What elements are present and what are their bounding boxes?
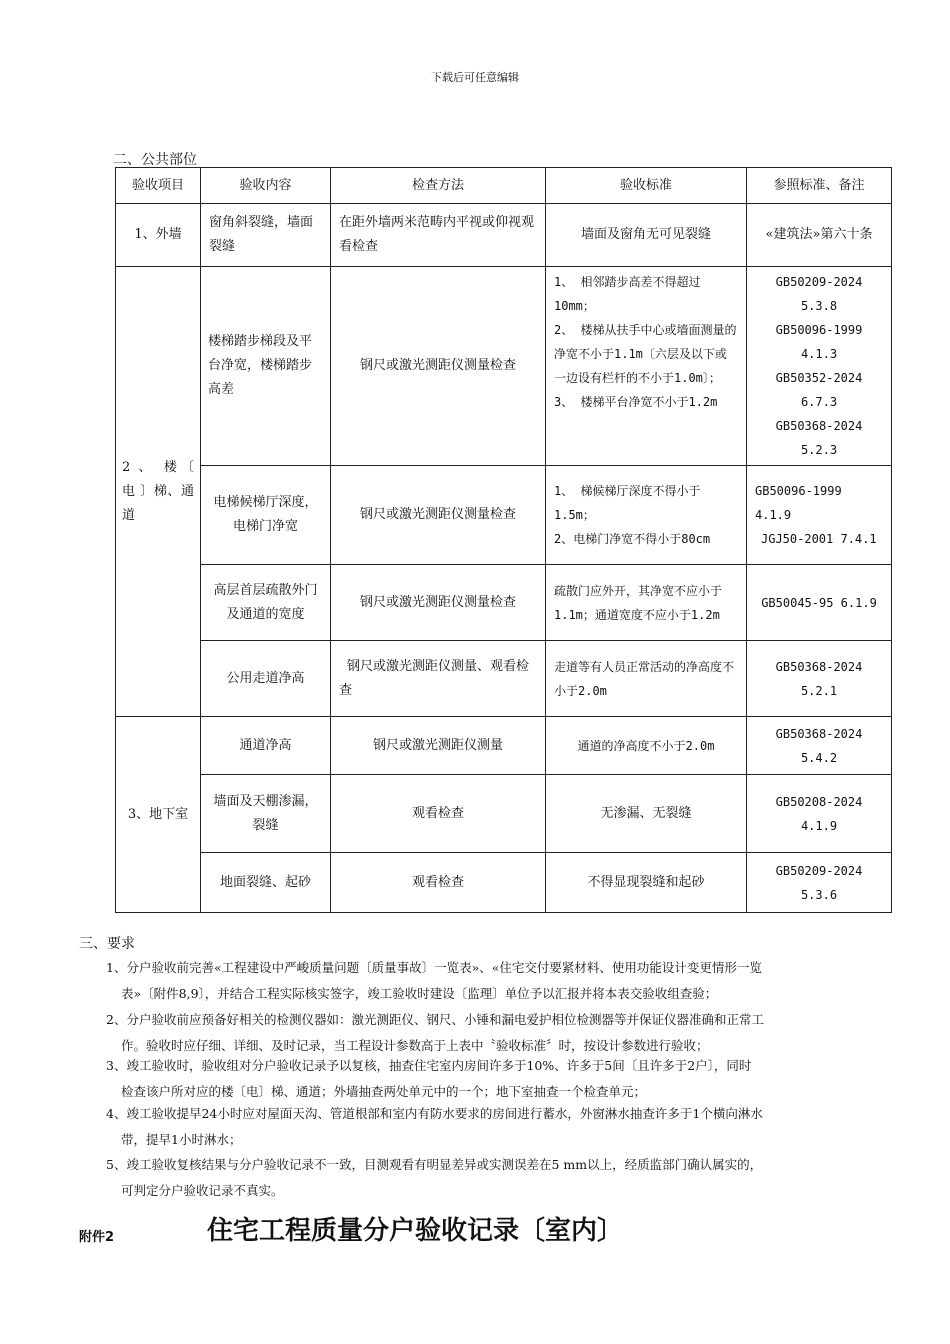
standard-line: 1、 梯候梯厅深度不得小于1.5m； [554,484,701,522]
reference-line: GB50352-2024 [775,371,863,385]
table-row [116,204,892,267]
reference-line: 4.1.9 [755,508,792,522]
method-line: 查 [339,682,353,698]
attachment-title: 住宅工程质量分户验收记录〔室内〕 [207,1216,624,1246]
header-cell: 参照标准、备注 [747,168,892,204]
method-cell: 观看检查 [331,853,546,913]
requirement-item [106,1101,870,1153]
requirement-item [106,1053,870,1105]
reference-line: GB50368-2024 [775,659,863,674]
item-cell: 1、外墙 [116,204,201,267]
item-cell [116,267,201,717]
inspection-table [115,167,892,913]
standard-cell: 通道的净高度不小于2.0m [546,717,747,775]
reference-cell [747,717,892,775]
standard-line: 3、 楼梯平台净宽不小于1.2m [554,395,718,409]
reference-line: 5.2.3 [800,443,838,457]
method-cell: 钢尺或激光测距仪测量检查 [331,267,546,466]
table-row [116,565,892,641]
reference-line: 4.1.9 [800,818,838,833]
reference-cell [747,775,892,853]
table-row [116,717,892,775]
header-cell: 验收项目 [116,168,201,204]
content-cell: 高层首层疏散外门及通道的宽度 [201,565,331,641]
reference-line: GB50368-2024 [775,726,863,741]
requirement-line: 可判定分户验收记录不真实。 [121,1183,284,1198]
method-cell: 在距外墙两米范畴内平视或仰视观看检查 [331,204,546,267]
table-row [116,466,892,565]
content-cell: 窗角斜裂缝，墙面裂缝 [201,204,331,267]
content-cell [201,775,331,853]
header-note: 下载后可任意编辑 [431,71,519,84]
standard-cell: 不得显现裂缝和起砂 [546,853,747,913]
standard-line: 2、电梯门净宽不得小于80cm [554,532,711,546]
table-header-row [116,168,892,204]
method-cell [331,641,546,717]
reference-cell: «建筑法»第六十条 [747,204,892,267]
method-cell: 观看检查 [331,775,546,853]
item-cell: 3、地下室 [116,717,201,913]
reference-line: GB50208-2024 [775,794,863,809]
table-row [116,641,892,717]
requirement-line: 3、竣工验收时，验收组对分户验收记录予以复核，抽查住宅室内房间许多于10%、许多于5间〔且许多于2户〕，同时 [106,1058,752,1073]
standard-cell [546,267,747,466]
header-cell: 验收内容 [201,168,331,204]
standard-cell: 墙面及窗角无可见裂缝 [546,204,747,267]
reference-line: 5.2.1 [800,683,838,698]
standard-cell: 疏散门应外开，其净宽不应小于1.1m；通道宽度不应小于1.2m [546,565,747,641]
requirement-line: 作。验收时应仔细、详细、及时记录，当工程设计参数高于上表中〝验收标准〞时，按设计参数进行验收； [121,1038,709,1053]
reference-cell [747,267,892,466]
requirement-line: 2、分户验收前应预备好相关的检测仪器如：激光测距仪、钢尺、小锤和漏电爱护相位检测器等并保证仪器准确和正常工 [106,1012,764,1027]
requirement-item [106,1152,870,1204]
requirement-line: 4、竣工验收提早24小时应对屋面天沟、管道根部和室内有防水要求的房间进行蓄水，外窗淋水抽查许多于1个横向淋水 [106,1106,763,1121]
reference-line: GB50096-1999 [755,484,842,498]
method-cell: 钢尺或激光测距仪测量检查 [331,466,546,565]
content-cell: 楼梯踏步梯段及平台净宽，楼梯踏步高差 [201,267,331,466]
standard-cell [546,466,747,565]
reference-line: 5.3.6 [800,887,838,902]
standard-cell: 走道等有人员正常活动的净高度不小于2.0m [546,641,747,717]
reference-line: 5.3.8 [800,299,838,313]
requirement-line: 带，提早1小时淋水； [121,1132,242,1147]
reference-cell [747,641,892,717]
section-title-requirements: 三、要求 [79,936,135,952]
table-row [116,853,892,913]
requirement-item [106,1007,870,1059]
requirement-line: 检查该户所对应的楼〔电〕梯、通道；外墙抽查两处单元中的一个；地下室抽查一个检查单元； [121,1084,647,1099]
standard-cell: 无渗漏、无裂缝 [546,775,747,853]
reference-line: GB50209-2024 [775,275,863,289]
standard-line: 1、 相邻踏步高差不得超过10mm； [554,275,701,313]
reference-line: GB50209-2024 [775,863,863,878]
content-cell: 地面裂缝、起砂 [201,853,331,913]
reference-line: GB50368-2024 [775,419,863,433]
header-cell: 检查方法 [331,168,546,204]
content-cell: 通道净高 [201,717,331,775]
table-row [116,267,892,466]
reference-cell [747,466,892,565]
reference-line: 5.4.2 [800,750,838,765]
reference-cell [747,853,892,913]
attachment-label: 附件2 [79,1230,115,1245]
method-cell: 钢尺或激光测距仪测量检查 [331,565,546,641]
content-line: 墙面及天棚渗漏， [213,793,318,809]
content-cell: 公用走道净高 [201,641,331,717]
requirement-item [106,955,870,1007]
item-label: 2 、 楼〔 电 〕梯、通道 [122,459,194,523]
section-title-public-areas: 二、公共部位 [113,152,197,168]
reference-line: JGJ50-2001 7.4.1 [761,532,877,546]
header-cell: 验收标准 [546,168,747,204]
reference-line: GB50096-1999 [775,323,863,337]
method-line: 钢尺或激光测距仪测量、观看检 [346,658,529,674]
requirement-line: 5、竣工验收复核结果与分户验收记录不一致，目测观看有明显差异或实测误差在5 mm以上，经质监部门确认属实的， [106,1157,763,1172]
reference-line: 4.1.3 [800,347,838,361]
content-line: 裂缝 [252,817,279,833]
requirement-line: 1、分户验收前完善«工程建设中严峻质量问题〔质量事故〕一览表»、«住宅交付要紧材料、使用功能设计变更情形一览 [106,960,762,975]
standard-line: 2、 楼梯从扶手中心或墙面测量的净宽不小于1.1m〔六层及以下或一边设有栏杆的不小于1.0m〕； [554,323,737,385]
method-cell: 钢尺或激光测距仪测量 [331,717,546,775]
requirement-line: 表»〔附件8,9〕，并结合工程实际核实签字，竣工验收时建设〔监理〕单位予以汇报并将本表交验收组查验； [121,986,718,1001]
content-cell: 电梯候梯厅深度，电梯门净宽 [201,466,331,565]
reference-cell: GB50045-95 6.1.9 [747,565,892,641]
reference-line: 6.7.3 [800,395,838,409]
table-row [116,775,892,853]
